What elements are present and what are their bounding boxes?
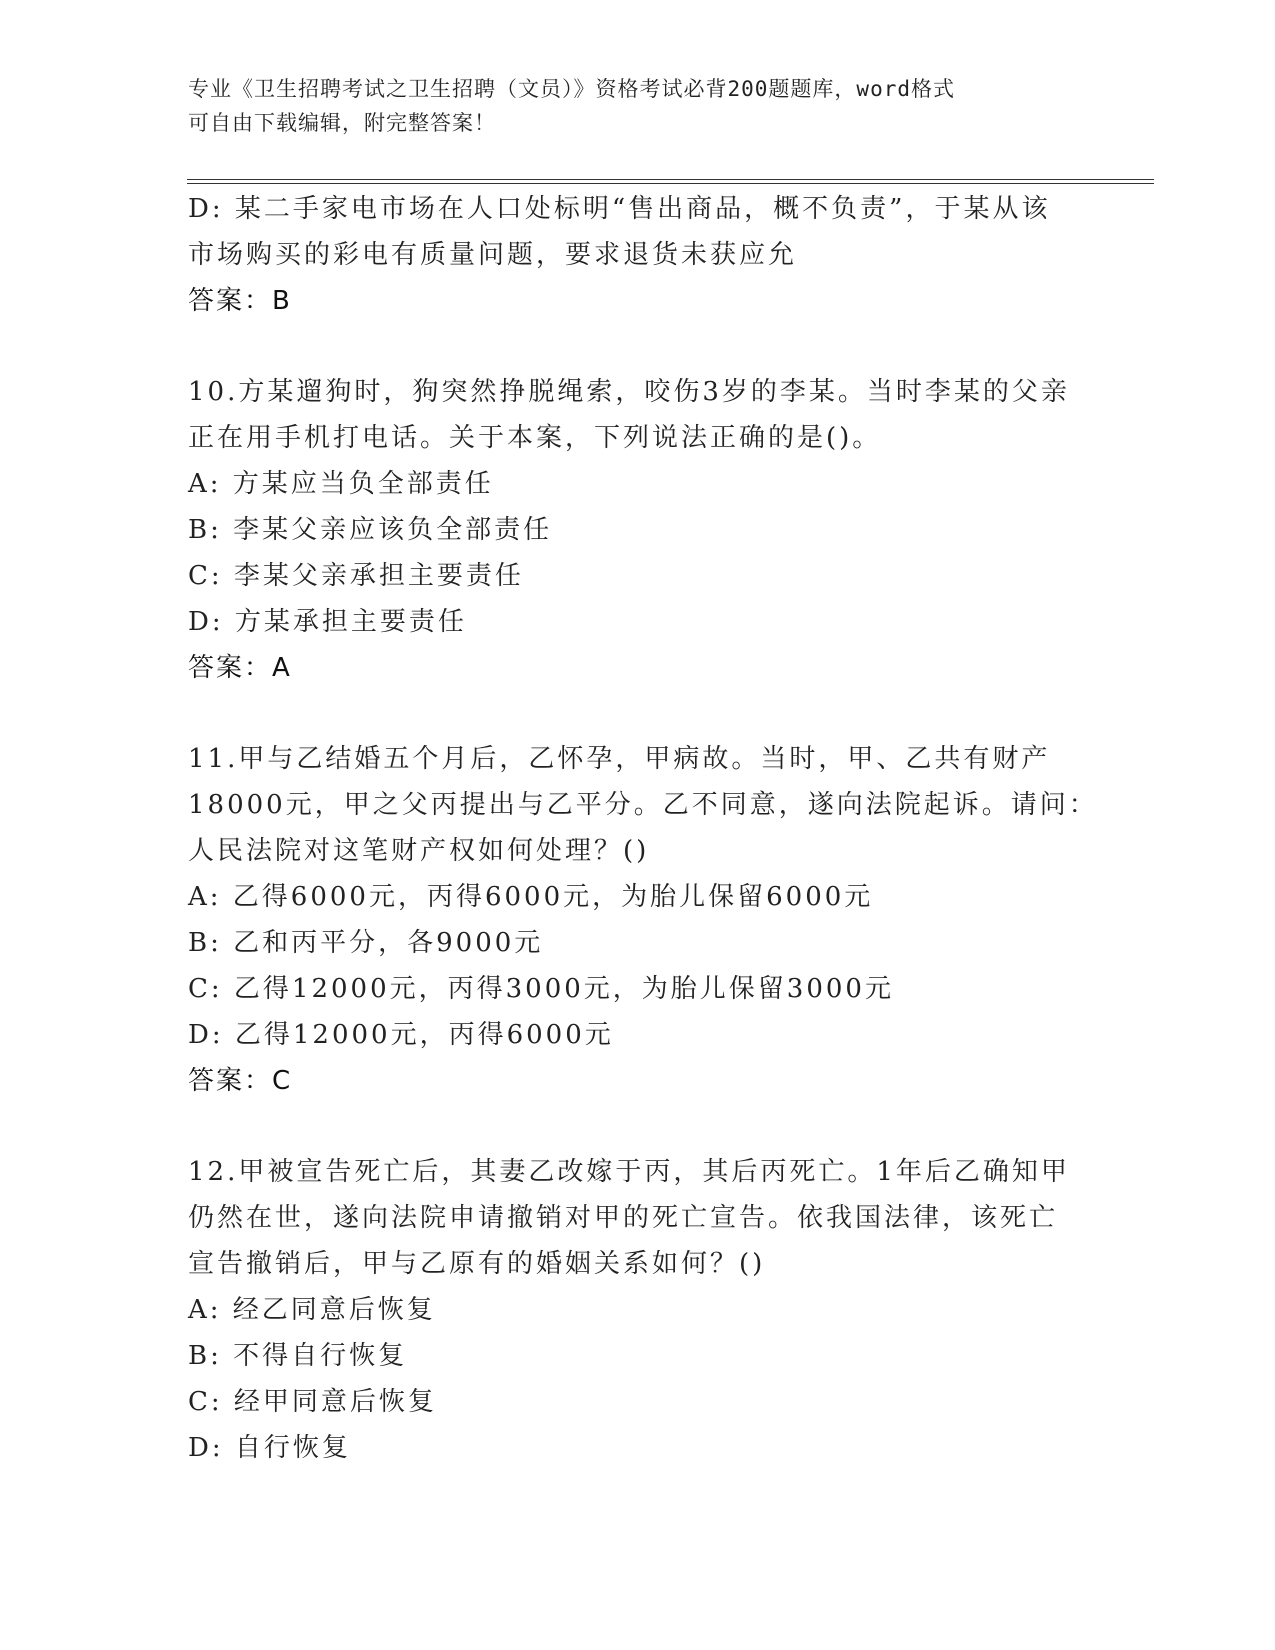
question-10 bbox=[188, 369, 1128, 691]
question-body bbox=[188, 186, 1128, 1471]
header-divider-top bbox=[187, 179, 1154, 180]
answer-label: 答案：B bbox=[188, 286, 292, 316]
option-d-line-2: 市场购买的彩电有质量问题，要求退货未获应允 bbox=[188, 240, 798, 270]
question-spacer bbox=[188, 691, 1128, 736]
question-spacer bbox=[188, 324, 1128, 369]
question-11 bbox=[188, 736, 1128, 1104]
question-stem-line-3: 宣告撤销后，甲与乙原有的婚姻关系如何？() bbox=[188, 1249, 766, 1279]
question-stem-line-1: 10.方某遛狗时，狗突然挣脱绳索，咬伤3岁的李某。当时李某的父亲 bbox=[188, 377, 1070, 407]
option-c: C: 乙得12000元，丙得3000元，为胎儿保留3000元 bbox=[188, 974, 894, 1004]
option-a: A: 方某应当负全部责任 bbox=[188, 469, 494, 499]
question-9-tail bbox=[188, 186, 1128, 324]
question-stem-line-2: 仍然在世，遂向法院申请撤销对甲的死亡宣告。依我国法律，该死亡 bbox=[188, 1203, 1059, 1233]
question-stem-line-2: 18000元，甲之父丙提出与乙平分。乙不同意，遂向法院起诉。请问： bbox=[188, 790, 1098, 820]
question-stem-line-3: 人民法院对这笔财产权如何处理？() bbox=[188, 836, 650, 866]
option-c: C: 李某父亲承担主要责任 bbox=[188, 561, 524, 591]
question-stem-line-2: 正在用手机打电话。关于本案，下列说法正确的是()。 bbox=[188, 423, 882, 453]
option-a: A: 乙得6000元，丙得6000元，为胎儿保留6000元 bbox=[188, 882, 874, 912]
option-d: D: 乙得12000元，丙得6000元 bbox=[188, 1020, 614, 1050]
document-header bbox=[188, 72, 1088, 140]
option-b: B: 李某父亲应该负全部责任 bbox=[188, 515, 553, 545]
option-d-line-1: D: 某二手家电市场在人口处标明“售出商品，概不负责”，于某从该 bbox=[188, 194, 1051, 224]
option-a: A: 经乙同意后恢复 bbox=[188, 1295, 436, 1325]
answer-label: 答案：A bbox=[188, 653, 292, 683]
header-divider-bottom bbox=[187, 183, 1154, 184]
answer-label: 答案：C bbox=[188, 1066, 293, 1096]
header-line-1: 专业《卫生招聘考试之卫生招聘（文员）》资格考试必背200题题库，word格式 bbox=[188, 77, 955, 101]
question-spacer bbox=[188, 1104, 1128, 1149]
header-line-2: 可自由下载编辑，附完整答案！ bbox=[188, 111, 496, 135]
option-c: C: 经甲同意后恢复 bbox=[188, 1387, 437, 1417]
option-b: B: 不得自行恢复 bbox=[188, 1341, 408, 1371]
question-stem-line-1: 12.甲被宣告死亡后，其妻乙改嫁于丙，其后丙死亡。1年后乙确知甲 bbox=[188, 1157, 1070, 1187]
question-12 bbox=[188, 1149, 1128, 1471]
option-d: D: 方某承担主要责任 bbox=[188, 607, 467, 637]
option-d: D: 自行恢复 bbox=[188, 1433, 351, 1463]
option-b: B: 乙和丙平分，各9000元 bbox=[188, 928, 544, 958]
question-stem-line-1: 11.甲与乙结婚五个月后，乙怀孕，甲病故。当时，甲、乙共有财产 bbox=[188, 744, 1051, 774]
